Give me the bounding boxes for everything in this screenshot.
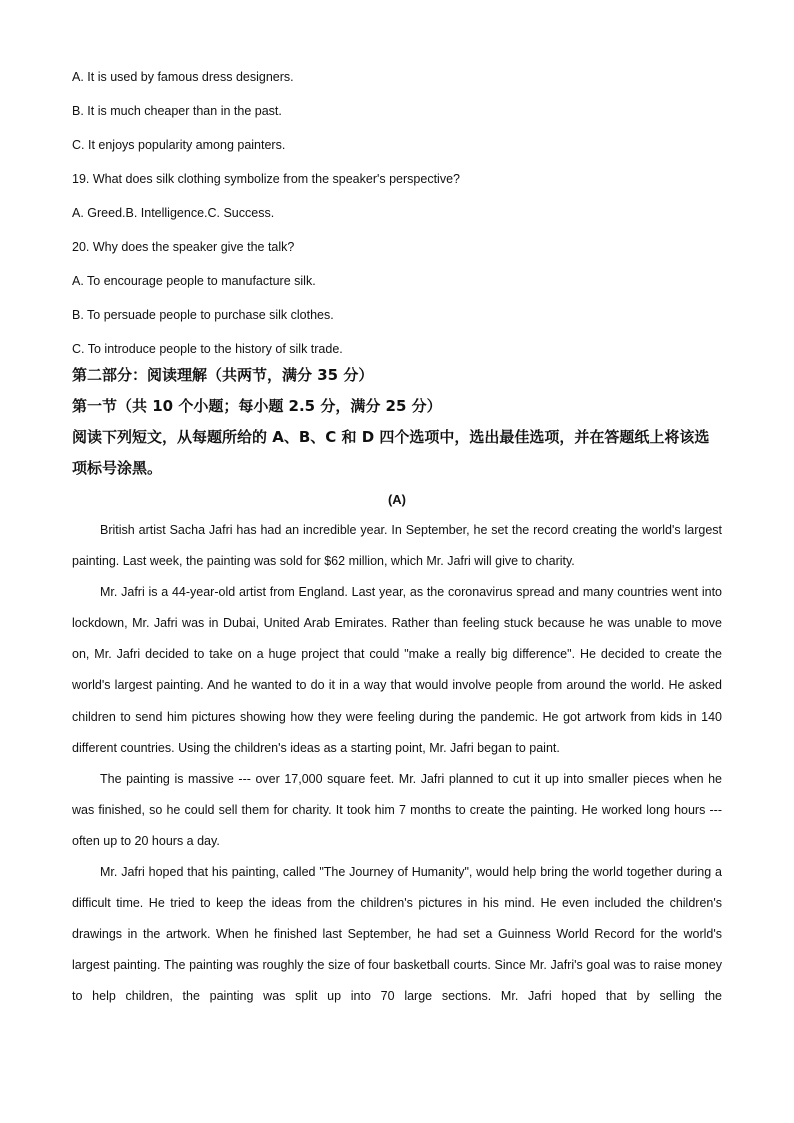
option-18c: C. It enjoys popularity among painters. — [72, 138, 286, 152]
option-18b: B. It is much cheaper than in the past. — [72, 104, 282, 118]
option-20c: C. To introduce people to the history of silk trade. — [72, 342, 343, 356]
exam-page — [72, 66, 722, 1013]
question-19: 19. What does silk clothing symbolize from the speaker's perspective? — [72, 172, 460, 186]
passage-paragraph: Mr. Jafri is a 44-year-old artist from England. Last year, as the coronavirus spread and many countries went into lockdown, Mr. Jafri was in Dubai, United Arab Emirates. Rather than feeling stuck because he was unable to move on, Mr. Jafri decided to take on a huge project that could "make a really big difference". He decided to create the world's largest painting. And he wanted to do it in a way that would involve people from around the world. He asked children to send him pictures showing how they were feeling during the pandemic. He got artwork from kids in 140 different countries. Using the children's ideas as a starting point, Mr. Jafri began to paint. — [72, 585, 722, 755]
question-20: 20. Why does the speaker give the talk? — [72, 240, 295, 254]
passage-paragraph: The painting is massive --- over 17,000 square feet. Mr. Jafri planned to cut it up into smaller pieces when he was finished, so he could sell them for charity. It took him 7 months to create the painting. He worked long hours --- often up to 20 hours a day. — [72, 771, 722, 848]
option-20b: B. To persuade people to purchase silk clothes. — [72, 308, 334, 322]
option-20a: A. To encourage people to manufacture silk. — [72, 274, 316, 288]
option-18a: A. It is used by famous dress designers. — [72, 70, 294, 84]
passage-paragraph: Mr. Jafri hoped that his painting, called "The Journey of Humanity", would help bring the world together during a difficult time. He tried to keep the ideas from the children's pictures in his mind. He even included the children's drawings in the artwork. When he finished last September, he had set a Guinness World Record for the world's largest painting. The painting was roughly the size of four basketball courts. Since Mr. Jafri's goal was to raise money to help children, the painting was split up into 70 large sections. Mr. Jafri hoped that by selling the — [72, 865, 722, 1004]
part-title: 第二部分：阅读理解（共两节，满分 35 分） — [72, 366, 374, 384]
section-subtitle: 第一节（共 10 个小题；每小题 2.5 分，满分 25 分） — [72, 397, 442, 415]
options-19: A. Greed.B. Intelligence.C. Success. — [72, 206, 275, 220]
passage-label: (A) — [387, 492, 407, 507]
section-instruction: 阅读下列短文，从每题所给的 A、B、C 和 D 四个选项中，选出最佳选项，并在答题纸上将该选项标号涂黑。 — [72, 428, 710, 477]
passage-paragraph: British artist Sacha Jafri has had an incredible year. In September, he set the record creating the world's largest painting. Last week, the painting was sold for $62 million, which Mr. Jafri will give to charity. — [72, 523, 722, 569]
